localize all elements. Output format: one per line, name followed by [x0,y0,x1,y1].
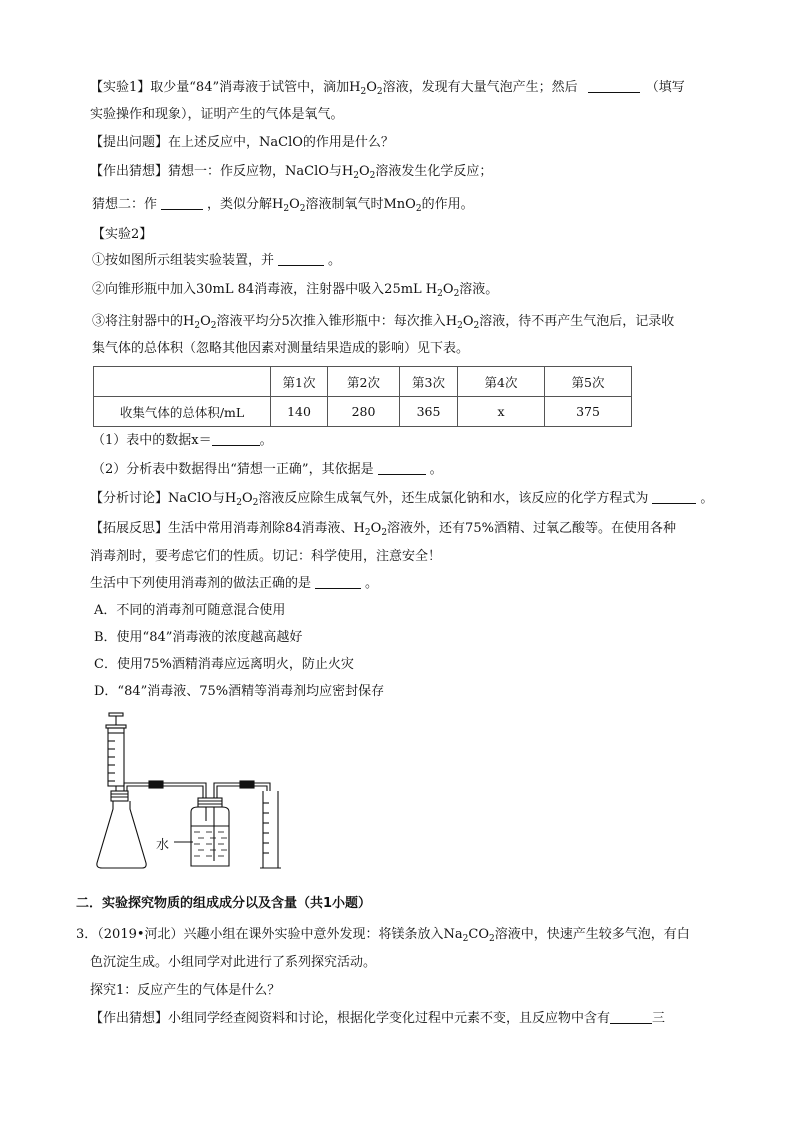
problem3-line2: 色沉淀生成。小组同学对此进行了系列探究活动。 [90,955,377,970]
option-d: D．“84”消毒液、75%酒精等消毒剂均应密封保存 [94,684,385,699]
table-cell: 280 [328,397,400,427]
connecting-tube-icon [124,781,270,798]
experiment1-tag: 【实验1】 [90,80,151,95]
table-row [94,397,632,427]
table-header-cell: 第4次 [458,367,545,397]
experiment2-step3: ③将注射器中的$H_2O_2$溶液平均分5次推入锥形瓶中：每次推入$H_2O_2$溶液，待不再产生气泡后，记录收 [92,314,675,331]
water-label: 水 [156,838,170,853]
table-cell: 375 [545,397,632,427]
table-header-cell: 第1次 [271,367,328,397]
hypothesis2-line: 猜想二：作 ，类似分解$H_2O_2$溶液制氧气时MnO$_2$的作用。 [92,197,474,214]
table-row-label: 收集气体的总体积/mL [94,397,271,427]
question-tag: 【提出问题】 [90,135,169,150]
answer-blank[interactable] [652,490,696,504]
option-a: A．不同的消毒剂可随意混合使用 [94,603,286,618]
apparatus-diagram [94,711,294,877]
answer-blank[interactable] [161,196,203,210]
experiment1-line2: 实验操作和现象），证明产生的气体是氧气。 [90,107,344,122]
answer-blank[interactable] [610,1010,652,1024]
answer-blank[interactable] [378,461,426,475]
analysis-tag: 【分析讨论】 [90,491,169,506]
table-header-cell: 第5次 [545,367,632,397]
experiment1-line1: 【实验1】取少量“84”消毒液于试管中，滴加$H_2O_2$溶液，发现有大量气泡产生；然后 （填写 [90,80,685,97]
experiment2-step1: ①按如图所示组装实验装置，并 。 [92,253,342,268]
experiment2-step3-cont: 集气体的总体积（忽略其他因素对测量结果造成的影响）见下表。 [92,341,470,356]
reflection-line1: 【拓展反思】生活中常用消毒剂除84消毒液、$H_2O_2$溶液外，还有75%酒精、过氧乙酸等。在使用各种 [90,521,676,538]
table-cell: x [458,397,545,427]
hypothesis-tag: 【作出猜想】 [90,164,169,179]
reflection-tag: 【拓展反思】 [90,521,169,536]
gas-volume-table [93,366,632,427]
answer-blank[interactable] [278,252,324,266]
table-cell: 140 [271,397,328,427]
table-header-cell [94,367,271,397]
table-header-cell: 第2次 [328,367,400,397]
option-b: B．使用“84”消毒液的浓度越高越好 [94,630,303,645]
analysis-line: 【分析讨论】NaClO与$H_2O_2$溶液反应除生成氧气外，还生成氯化钠和水，该反应的化学方程式为 。 [90,491,714,508]
problem3-line3: 探究1：反应产生的气体是什么？ [90,983,281,998]
section-title: 二．实验探究物质的组成成分以及含量（共1小题） [76,896,372,911]
graduated-cylinder-icon [260,791,281,868]
hypothesis-tag: 【作出猜想】 [90,1011,169,1026]
question-1: （1）表中的数据x＝ 。 [92,433,273,448]
answer-blank[interactable] [315,575,361,589]
hypothesis1-line: 【作出猜想】猜想一：作反应物，NaClO与$H_2O_2$溶液发生化学反应； [90,164,493,181]
reflection-line3: 生活中下列使用消毒剂的做法正确的是 。 [90,576,379,591]
reflection-line2: 消毒剂时，要考虑它们的性质。切记：科学使用，注意安全！ [90,549,442,564]
table-header-row [94,367,632,397]
question-2: （2）分析表中数据得出“猜想一正确”，其依据是 。 [92,462,443,477]
table-cell: 365 [400,397,458,427]
experiment2-step2: ②向锥形瓶中加入30mL 84消毒液，注射器中吸入25mL $H_2O_2$溶液。 [92,282,499,299]
problem3-line1: 3．（2019•河北）兴趣小组在课外实验中意外发现：将镁条放入$Na_2CO_2$溶液中，快速产生较多气泡，有白 [76,927,690,944]
conical-flask-icon [97,791,146,868]
option-c: C．使用75%酒精消毒应远离明火，防止火灾 [94,657,354,672]
gas-collection-bottle-icon [174,798,229,866]
answer-blank[interactable] [588,79,640,93]
table-header-cell: 第3次 [400,367,458,397]
experiment2-tag: 【实验2】 [92,227,153,242]
syringe-icon [106,713,126,795]
problem3-line4: 【作出猜想】小组同学经查阅资料和讨论，根据化学变化过程中元素不变，且反应物中含有 三 [90,1011,666,1026]
answer-blank[interactable] [212,432,260,446]
question-line: 【提出问题】在上述反应中，NaClO的作用是什么？ [90,135,394,150]
